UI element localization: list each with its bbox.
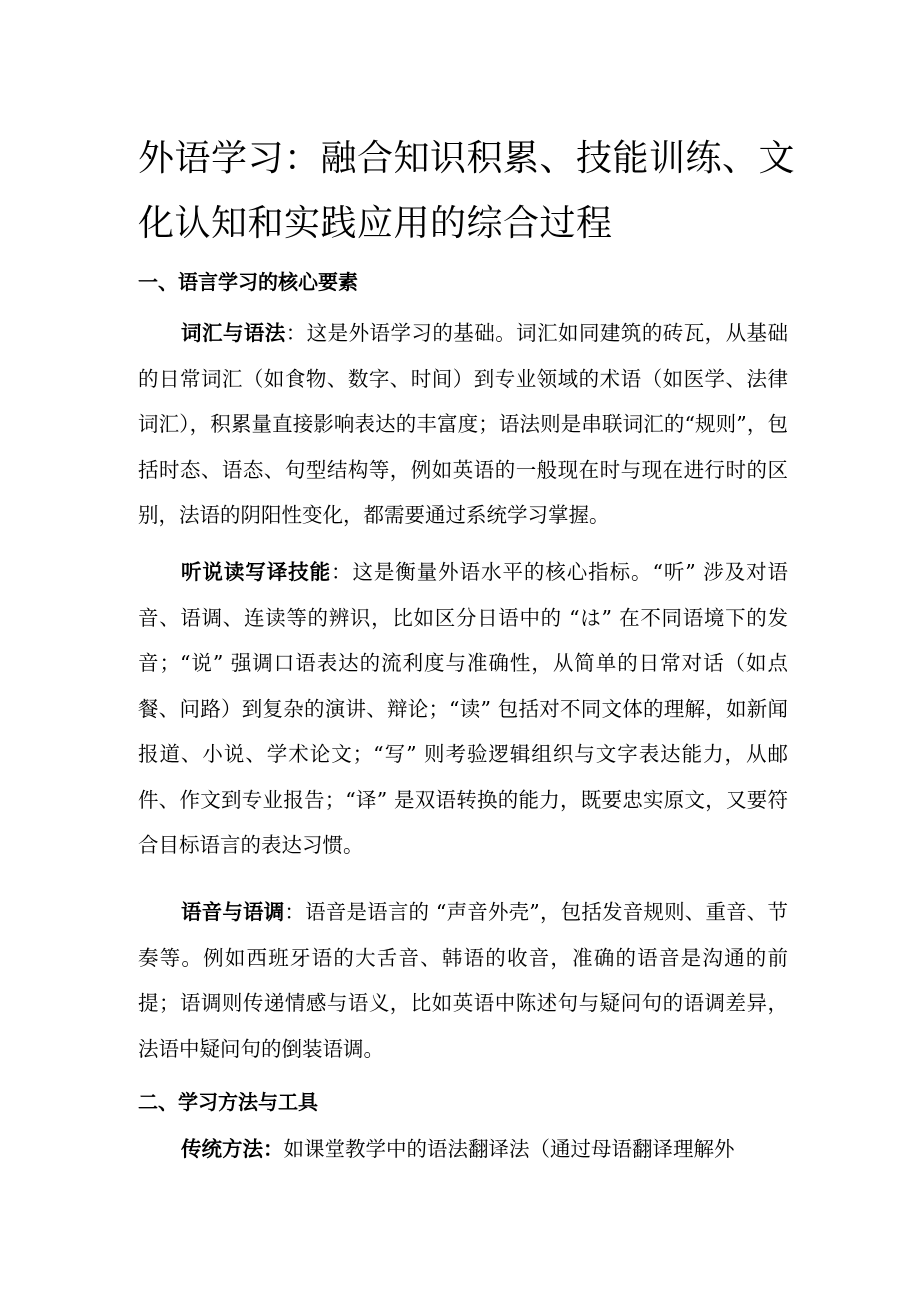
paragraph-traditional-methods: [138, 1127, 788, 1173]
paragraph-pronunciation-intonation: [138, 890, 788, 1072]
paragraph-lead: 传统方法：: [181, 1137, 284, 1161]
paragraph-lead: 听说读写译技能: [181, 560, 332, 584]
paragraph-body: ：这是外语学习的基础。词汇如同建筑的砖瓦，从基础的日常词汇（如食物、数字、时间）到专业领域的术语（如医学、法律词汇），积累量直接影响表达的丰富度；语法则是串联词汇的“规则”，包括时态、语态、句型结构等，例如英语的一般现在时与现在进行时的区别，法语的阴阳性变化，都需要通过系统学习掌握。: [138, 321, 789, 527]
paragraph-body: 如课堂教学中的语法翻译法（通过母语翻译理解外: [283, 1137, 735, 1161]
paragraph-lead: 词汇与语法: [181, 321, 286, 345]
section-heading-core-elements: 一、语言学习的核心要素: [138, 270, 358, 294]
paragraph-lead: 语音与语调: [181, 900, 285, 924]
paragraph-four-skills: [138, 550, 788, 869]
paragraph-vocab-grammar: [138, 311, 788, 539]
paragraph-body: ：这是衡量外语水平的核心指标。“听” 涉及对语音、语调、连读等的辨识，比如区分日语中的 “は” 在不同语境下的发音；“说” 强调口语表达的流利度与准确性，从简单的日常对话（如点餐、问路）到复杂的演讲、辩论；“读” 包括对不同文体的理解，如新闻报道、小说、学术论文；“写” 则考验逻辑组织与文字表达能力，从邮件、作文到专业报告；“译” 是双语转换的能力，既要忠实原文，又要符合目标语言的表达习惯。: [138, 560, 789, 857]
section-heading-methods-tools: 二、学习方法与工具: [138, 1090, 318, 1114]
paragraph-body: ：语音是语言的 “声音外壳”，包括发音规则、重音、节奏等。例如西班牙语的大舌音、韩语的收音，准确的语音是沟通的前提；语调则传递情感与语义，比如英语中陈述句与疑问句的语调差异，法语中疑问句的倒装语调。: [138, 900, 788, 1061]
document-title: 外语学习：融合知识积累、技能训练、文化认知和实践应用的综合过程: [138, 138, 796, 244]
